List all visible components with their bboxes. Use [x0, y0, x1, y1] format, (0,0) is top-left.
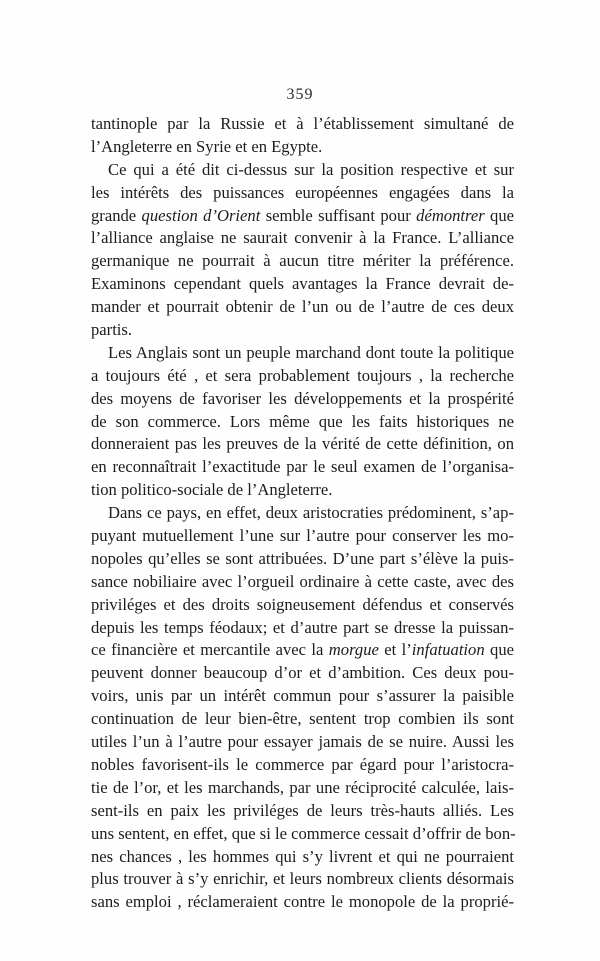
- text-segment: a toujours été , et sera probablement toujours , la recherche: [91, 365, 514, 385]
- text-segment: de son commerce. Lors même que les faits historiques ne: [91, 411, 514, 431]
- body-text: [91, 113, 514, 914]
- text-segment: sent-ils en paix les priviléges de leurs très-hauts alliés. Les: [91, 800, 514, 820]
- paragraph: [91, 342, 514, 502]
- text-line: [91, 182, 514, 205]
- text-line: [91, 731, 514, 754]
- text-segment: l’alliance anglaise ne saurait convenir à la France. L’alliance: [91, 228, 514, 248]
- text-line: [91, 479, 514, 502]
- text-segment: Examinons cependant quels avantages la France devrait de-: [91, 274, 514, 294]
- text-line: [91, 777, 514, 800]
- text-line: [91, 136, 514, 159]
- italic-text: infatuation: [411, 640, 485, 660]
- text-line: [91, 800, 514, 823]
- text-segment: nopoles qu’elles se sont attribuées. D’une part s’élève la puis-: [91, 548, 514, 568]
- text-segment: donneraient pas les preuves de la vérité de cette définition, on: [91, 434, 514, 454]
- paragraph: [91, 502, 514, 914]
- text-line: [91, 456, 514, 479]
- text-line: [91, 571, 514, 594]
- text-line: [91, 662, 514, 685]
- text-segment: utiles l’un à l’autre pour essayer jamais de se nuire. Aussi les: [91, 732, 514, 752]
- text-segment: tion politico-sociale de l’Angleterre.: [91, 480, 333, 500]
- text-line: [91, 594, 514, 617]
- text-segment: des moyens de favoriser les développements et la prospérité: [91, 388, 514, 408]
- text-line: [91, 823, 514, 846]
- text-segment: uns sentent, en effet, que si le commerce cessait d’offrir de bon-: [91, 823, 516, 843]
- paragraph: [91, 159, 514, 342]
- text-line: [91, 250, 514, 273]
- text-segment: plus trouver à s’y enrichir, et leurs nombreux clients désormais: [91, 869, 514, 889]
- text-line: [91, 411, 514, 434]
- text-line: [91, 846, 514, 869]
- text-segment: que: [484, 640, 514, 660]
- text-segment: nobles favorisent-ils le commerce par égard pour l’aristocra-: [91, 754, 514, 774]
- text-line: [91, 205, 514, 228]
- text-segment: les intérêts des puissances européennes engagées dans la: [91, 182, 514, 202]
- text-segment: Les Anglais sont un peuple marchand dont toute la politique: [108, 342, 514, 362]
- text-line: [91, 319, 514, 342]
- text-segment: voirs, unis par un intérêt commun pour s’assurer la paisible: [91, 686, 514, 706]
- text-segment: Ce qui a été dit ci-dessus sur la position respective et sur: [108, 159, 514, 179]
- text-segment: sance nobiliaire avec l’orgueil ordinaire à cette caste, avec des: [91, 571, 514, 591]
- text-line: [91, 296, 514, 319]
- text-line: [91, 113, 514, 136]
- text-line: [91, 273, 514, 296]
- text-line: [91, 433, 514, 456]
- text-segment: ce financière et mercantile avec la: [91, 640, 329, 660]
- text-segment: germanique ne pourrait à aucun titre mériter la préférence.: [91, 251, 514, 271]
- text-line: [91, 868, 514, 891]
- text-line: [91, 891, 514, 914]
- text-segment: depuis les temps féodaux; et d’autre part se dresse la puissan-: [91, 617, 514, 637]
- text-line: [91, 639, 514, 662]
- text-line: [91, 617, 514, 640]
- text-line: [91, 159, 514, 182]
- text-line: [91, 525, 514, 548]
- text-segment: partis.: [91, 320, 133, 340]
- text-line: [91, 685, 514, 708]
- text-line: [91, 708, 514, 731]
- text-line: [91, 365, 514, 388]
- text-segment: grande: [91, 205, 142, 225]
- text-line: [91, 388, 514, 411]
- text-line: [91, 502, 514, 525]
- text-segment: Dans ce pays, en effet, deux aristocraties prédominent, s’ap-: [108, 503, 514, 523]
- paragraph: [91, 113, 514, 159]
- text-segment: mander et pourrait obtenir de l’un ou de l’autre de ces deux: [91, 297, 514, 317]
- italic-text: question d’Orient: [141, 205, 261, 225]
- text-line: [91, 342, 514, 365]
- text-segment: tie de l’or, et les marchands, par une réciprocité calculée, lais-: [91, 777, 514, 797]
- text-line: [91, 754, 514, 777]
- text-segment: l’Angleterre en Syrie et en Egypte.: [91, 136, 323, 156]
- text-segment: et l’: [378, 640, 412, 660]
- italic-text: démontrer: [416, 205, 485, 225]
- text-segment: que: [484, 205, 515, 225]
- text-segment: priviléges et des droits soigneusement défendus et conservés: [91, 594, 514, 614]
- text-segment: nes chances , les hommes qui s’y livrent et qui ne pourraient: [91, 846, 514, 866]
- text-segment: puyant mutuellement l’une sur l’autre pour conserver les mo-: [91, 526, 514, 546]
- text-segment: semble suffisant pour: [260, 205, 417, 225]
- text-segment: continuation de leur bien-être, sentent trop combien ils sont: [91, 709, 514, 729]
- text-segment: sans emploi , réclameraient contre le monopole de la proprié-: [91, 892, 514, 912]
- italic-text: morgue: [328, 640, 379, 660]
- text-line: [91, 227, 514, 250]
- text-segment: tantinople par la Russie et à l’établissement simultané de: [91, 114, 514, 133]
- page-number: 359: [286, 86, 314, 103]
- text-segment: en reconnaîtrait l’exactitude par le seul examen de l’organisa-: [91, 457, 514, 477]
- text-segment: peuvent donner beaucoup d’or et d’ambition. Ces deux pou-: [91, 663, 514, 683]
- text-line: [91, 548, 514, 571]
